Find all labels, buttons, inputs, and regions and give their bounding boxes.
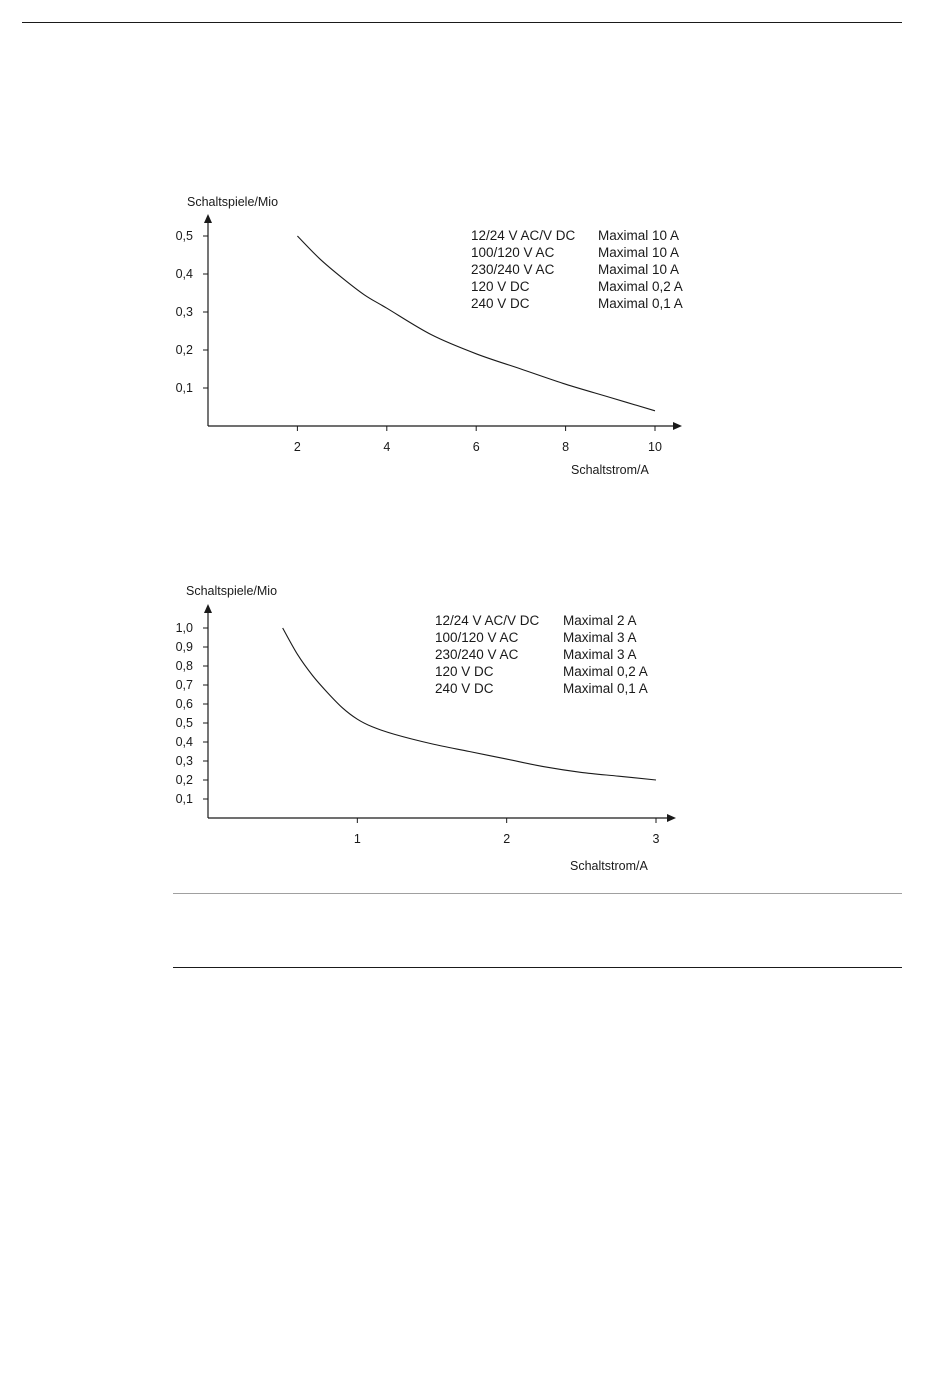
- chart1-x-tick-label: 2: [293, 440, 301, 454]
- chart2-y-tick-label: 0,7: [175, 678, 193, 692]
- chart1-legend-voltage: 12/24 V AC/V DC: [471, 228, 576, 243]
- chart2-x-axis-title: Schaltstrom/A: [570, 859, 648, 873]
- chart2-x-axis-arrow: [667, 814, 676, 822]
- chart1-legend-voltage: 100/120 V AC: [471, 245, 555, 260]
- chart1-y-axis-title: Schaltspiele/Mio: [187, 195, 279, 209]
- chart1-legend-current: Maximal 10 A: [598, 245, 680, 260]
- chart2-y-tick-label: 0,5: [175, 716, 193, 730]
- chart1-legend-current: Maximal 10 A: [598, 262, 680, 277]
- chart2-y-tick-label: 0,4: [175, 735, 193, 749]
- chart1-legend-voltage: 230/240 V AC: [471, 262, 555, 277]
- chart1-y-tick-label: 0,4: [175, 267, 193, 281]
- chart2-x-tick-label: 2: [503, 832, 511, 846]
- section-rule-lower: [173, 967, 902, 968]
- chart2-y-tick-label: 0,9: [175, 640, 193, 654]
- chart2-y-axis-title: Schaltspiele/Mio: [186, 584, 278, 598]
- chart1-y-tick-label: 0,3: [175, 305, 193, 319]
- chart2-legend-current: Maximal 3 A: [563, 630, 637, 645]
- chart2-legend-current: Maximal 2 A: [563, 613, 637, 628]
- chart1-legend-current: Maximal 10 A: [598, 228, 680, 243]
- chart2-y-tick-label: 0,1: [175, 792, 193, 806]
- chart2-legend-voltage: 12/24 V AC/V DC: [435, 613, 540, 628]
- chart2-y-tick-label: 0,8: [175, 659, 193, 673]
- chart2-y-tick-label: 0,6: [175, 697, 193, 711]
- chart1-legend-current: Maximal 0,1 A: [598, 296, 683, 311]
- chart2-legend-voltage: 100/120 V AC: [435, 630, 519, 645]
- chart2-legend-current: Maximal 3 A: [563, 647, 637, 662]
- chart2-y-tick-label: 0,2: [175, 773, 193, 787]
- chart1-x-axis-title: Schaltstrom/A: [571, 463, 649, 477]
- chart2-legend-voltage: 120 V DC: [435, 664, 494, 679]
- chart1-x-tick-label: 6: [472, 440, 480, 454]
- chart2-legend-voltage: 240 V DC: [435, 681, 494, 696]
- chart1-x-tick-label: 8: [562, 440, 570, 454]
- chart1-y-tick-label: 0,5: [175, 229, 193, 243]
- chart2-legend-current: Maximal 0,1 A: [563, 681, 648, 696]
- chart1-y-tick-label: 0,2: [175, 343, 193, 357]
- chart2-y-tick-label: 0,3: [175, 754, 193, 768]
- chart2-x-tick-label: 1: [353, 832, 361, 846]
- chart2-legend-voltage: 230/240 V AC: [435, 647, 519, 662]
- chart1-x-axis-arrow: [673, 422, 682, 430]
- chart1-y-tick-label: 0,1: [175, 381, 193, 395]
- chart2-legend-current: Maximal 0,2 A: [563, 664, 648, 679]
- chart1-legend-voltage: 120 V DC: [471, 279, 530, 294]
- chart1-y-axis-arrow: [204, 214, 212, 223]
- chart2-y-axis-arrow: [204, 604, 212, 613]
- chart2-x-tick-label: 3: [652, 832, 660, 846]
- chart1-legend-current: Maximal 0,2 A: [598, 279, 683, 294]
- section-rule-upper: [173, 893, 902, 894]
- chart2-y-tick-label: 1,0: [175, 621, 193, 635]
- chart1-x-tick-label: 4: [383, 440, 391, 454]
- chart1-x-tick-label: 10: [648, 440, 662, 454]
- chart1-legend-voltage: 240 V DC: [471, 296, 530, 311]
